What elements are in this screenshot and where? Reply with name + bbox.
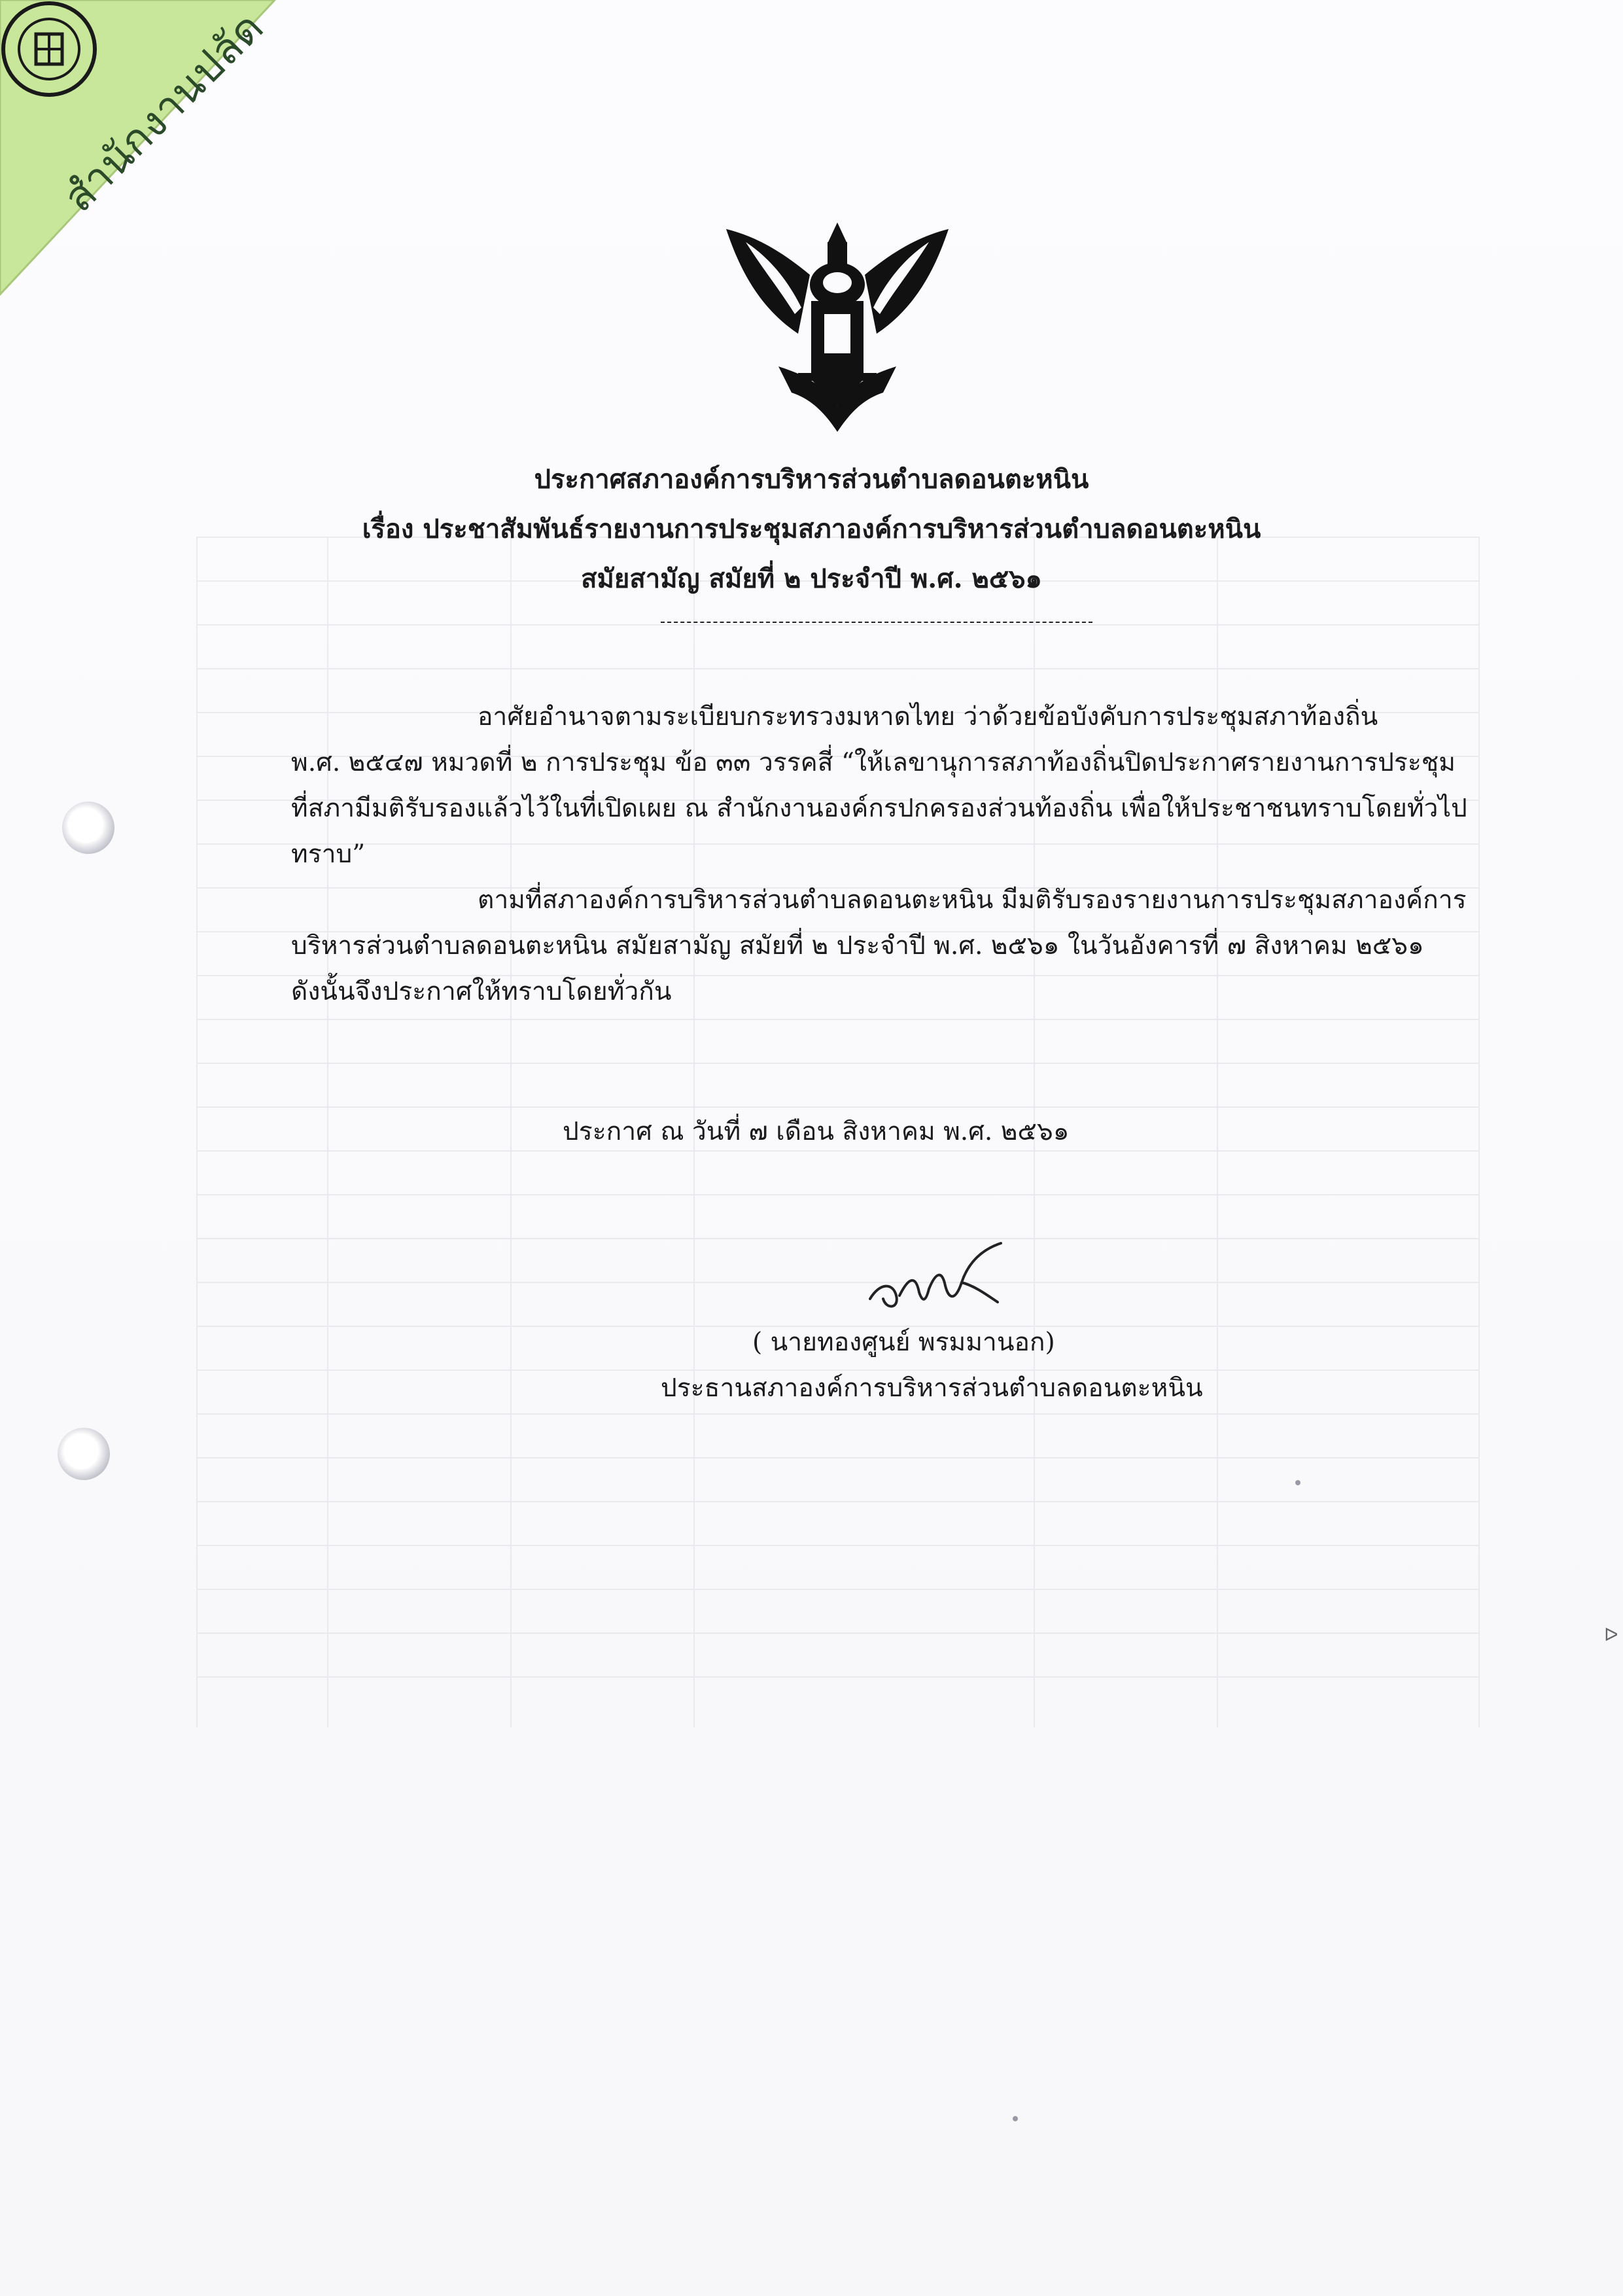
bleed-line	[196, 1063, 1478, 1064]
bleed-line	[196, 1106, 1478, 1108]
bleed-line	[196, 1413, 1478, 1415]
paragraph-1-line-4: ทราบ”	[291, 839, 366, 869]
bleed-line	[196, 1457, 1478, 1458]
announcement-date: ประกาศ ณ วันที่ ๗ เดือน สิงหาคม พ.ศ. ๒๕๖๑	[563, 1117, 1070, 1146]
signer-position: ประธานสภาองค์การบริหารส่วนตำบลดอนตะหนิน	[661, 1373, 1203, 1403]
signer-name: ( นายทองศูนย์ พรมมานอก)	[752, 1328, 1055, 1357]
bleed-line	[196, 1194, 1478, 1195]
bleed-line	[196, 1238, 1478, 1239]
bleed-line	[196, 1501, 1478, 1502]
punch-hole	[62, 802, 114, 854]
bleed-line	[196, 537, 198, 1727]
paragraph-2-line-1: ตามที่สภาองค์การบริหารส่วนตำบลดอนตะหนิน มีมติรับรองรายงานการประชุมสภาองค์การ	[478, 885, 1467, 915]
bleed-line	[196, 1545, 1478, 1546]
bleed-line	[196, 668, 1478, 669]
handwritten-signature	[864, 1237, 1007, 1322]
paper-speck	[1295, 1480, 1300, 1485]
paragraph-2-line-2: บริหารส่วนตำบลดอนตะหนิน สมัยสามัญ สมัยที่ ๒ ประจำปี พ.ศ. ๒๕๖๑ ในวันอังคารที่ ๗ สิงหาคม ๒๕๖๑	[291, 931, 1424, 961]
paragraph-1-line-1: อาศัยอำนาจตามระเบียบกระทรวงมหาดไทย ว่าด้วยข้อบังคับการประชุมสภาท้องถิ่น	[478, 702, 1378, 732]
paragraph-1-line-3: ที่สภามีมติรับรองแล้วไว้ในที่เปิดเผย ณ สำนักงานองค์กรปกครองส่วนท้องถิ่น เพื่อให้ประชาชนทราบโดยทั่วไป	[291, 794, 1467, 823]
document-session: สมัยสามัญ สมัยที่ ๒ ประจำปี พ.ศ. ๒๕๖๑	[581, 563, 1042, 594]
bleed-line	[196, 1282, 1478, 1283]
bleed-line	[196, 1676, 1478, 1678]
document-subject: เรื่อง ประชาสัมพันธ์รายงานการประชุมสภาองค์การบริหารส่วนตำบลดอนตะหนิน	[362, 514, 1261, 544]
edge-mark: ᐅ	[1604, 1624, 1618, 1646]
paper-speck	[1013, 2116, 1018, 2121]
bleed-line	[1478, 537, 1480, 1727]
heading-divider	[661, 622, 1092, 623]
bleed-line	[327, 537, 328, 1727]
bleed-line	[196, 1019, 1478, 1020]
paragraph-2-line-3: ดังนั้นจึงประกาศให้ทราบโดยทั่วกัน	[291, 977, 672, 1006]
garuda-emblem-icon	[720, 209, 955, 445]
punch-hole	[58, 1428, 110, 1480]
bleed-line	[196, 624, 1478, 626]
office-seal-icon	[0, 0, 98, 98]
paragraph-1-line-2: พ.ศ. ๒๕๔๗ หมวดที่ ๒ การประชุม ข้อ ๓๓ วรรคสี่ “ให้เลขานุการสภาท้องถิ่นปิดประกาศรายงานการประชุม	[291, 748, 1456, 777]
corner-tab-label: สำนักงานปลัด	[54, 3, 273, 222]
bleed-line	[196, 1589, 1478, 1590]
bleed-line	[196, 843, 1478, 845]
document-title: ประกาศสภาองค์การบริหารส่วนตำบลดอนตะหนิน	[534, 464, 1089, 495]
bleed-line	[196, 1633, 1478, 1634]
